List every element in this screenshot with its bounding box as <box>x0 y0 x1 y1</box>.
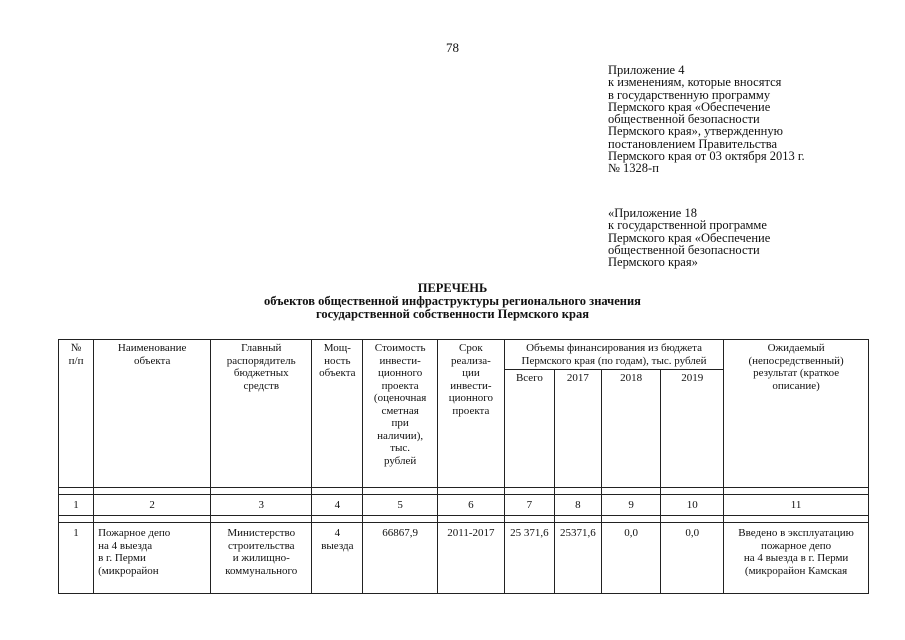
header-term: Срок реализа- ции инвести- ционного проекта <box>437 340 504 488</box>
row-cost: 66867,9 <box>363 523 438 594</box>
header-name: Наименование объекта <box>94 340 211 488</box>
annex-18-line: к государственной программе <box>608 218 767 233</box>
row-num: 1 <box>59 523 94 594</box>
document-title <box>0 282 905 321</box>
column-number: 3 <box>211 495 312 516</box>
annex-4-line: Пермского края от 03 октября 2013 г. <box>608 149 805 164</box>
title-line-1: объектов общественной инфраструктуры регионального значения <box>264 294 641 308</box>
header-num: № п/п <box>59 340 94 488</box>
title-line-2: государственной собственности Пермского края <box>316 307 589 321</box>
header-2019: 2019 <box>661 370 724 488</box>
header-funding: Объемы финансирования из бюджета Пермского края (по годам), тыс. рублей <box>504 340 723 370</box>
page-number: 78 <box>446 40 459 55</box>
annex-4-line: общественной безопасности <box>608 112 760 127</box>
annex-4-line: Пермского края «Обеспечение <box>608 99 771 114</box>
row-2018: 0,0 <box>601 523 661 594</box>
header-manager: Главный распорядитель бюджетных средств <box>211 340 312 488</box>
header-cost: Стоимость инвести- ционного проекта (оценочная сметная при наличии), тыс. рублей <box>363 340 438 488</box>
column-number: 7 <box>504 495 554 516</box>
row-2019: 0,0 <box>661 523 724 594</box>
column-number: 11 <box>724 495 869 516</box>
annex-4-line: Приложение 4 <box>608 63 685 77</box>
column-number: 4 <box>312 495 363 516</box>
header-capacity: Мощ- ность объекта <box>312 340 363 488</box>
column-number: 9 <box>601 495 661 516</box>
title-main: ПЕРЕЧЕНЬ <box>417 281 488 295</box>
annex-4-line: № 1328-п <box>608 161 659 176</box>
column-number: 10 <box>661 495 724 516</box>
annex-4-line: постановлением Правительства <box>608 136 778 151</box>
column-number: 6 <box>437 495 504 516</box>
column-number-row <box>59 495 869 516</box>
header-total: Всего <box>504 370 554 488</box>
row-total: 25 371,6 <box>504 523 554 594</box>
table-row <box>59 523 869 594</box>
annex-4-line: в государственную программу <box>608 87 771 102</box>
row-capacity: 4 выезда <box>312 523 363 594</box>
row-manager: Министерство строительства и жилищно- коммунального <box>211 523 312 594</box>
column-number: 5 <box>363 495 438 516</box>
header-2017: 2017 <box>554 370 601 488</box>
annex-18-line: Пермского края «Обеспечение <box>608 230 771 245</box>
header-result: Ожидаемый (непосредственный) результат (краткое описание) <box>724 340 869 488</box>
column-number: 8 <box>554 495 601 516</box>
annex-4-block <box>608 64 805 175</box>
header-2018: 2018 <box>601 370 661 488</box>
annex-18-line: общественной безопасности <box>608 242 760 257</box>
column-number: 2 <box>94 495 211 516</box>
annex-18-line: Пермского края» <box>608 255 698 270</box>
objects-table <box>58 339 869 594</box>
row-2017: 25371,6 <box>554 523 601 594</box>
annex-4-line: Пермского края», утвержденную <box>608 124 783 139</box>
row-term: 2011-2017 <box>437 523 504 594</box>
annex-18-line: «Приложение 18 <box>608 206 697 220</box>
annex-18-block <box>608 207 770 268</box>
annex-4-line: к изменениям, которые вносятся <box>608 75 782 90</box>
column-number: 1 <box>59 495 94 516</box>
row-name: Пожарное депо на 4 выезда в г. Перми (микрорайон <box>94 523 211 594</box>
row-result: Введено в эксплуатацию пожарное депо на 4 выезда в г. Перми (микрорайон Камская <box>724 523 869 594</box>
